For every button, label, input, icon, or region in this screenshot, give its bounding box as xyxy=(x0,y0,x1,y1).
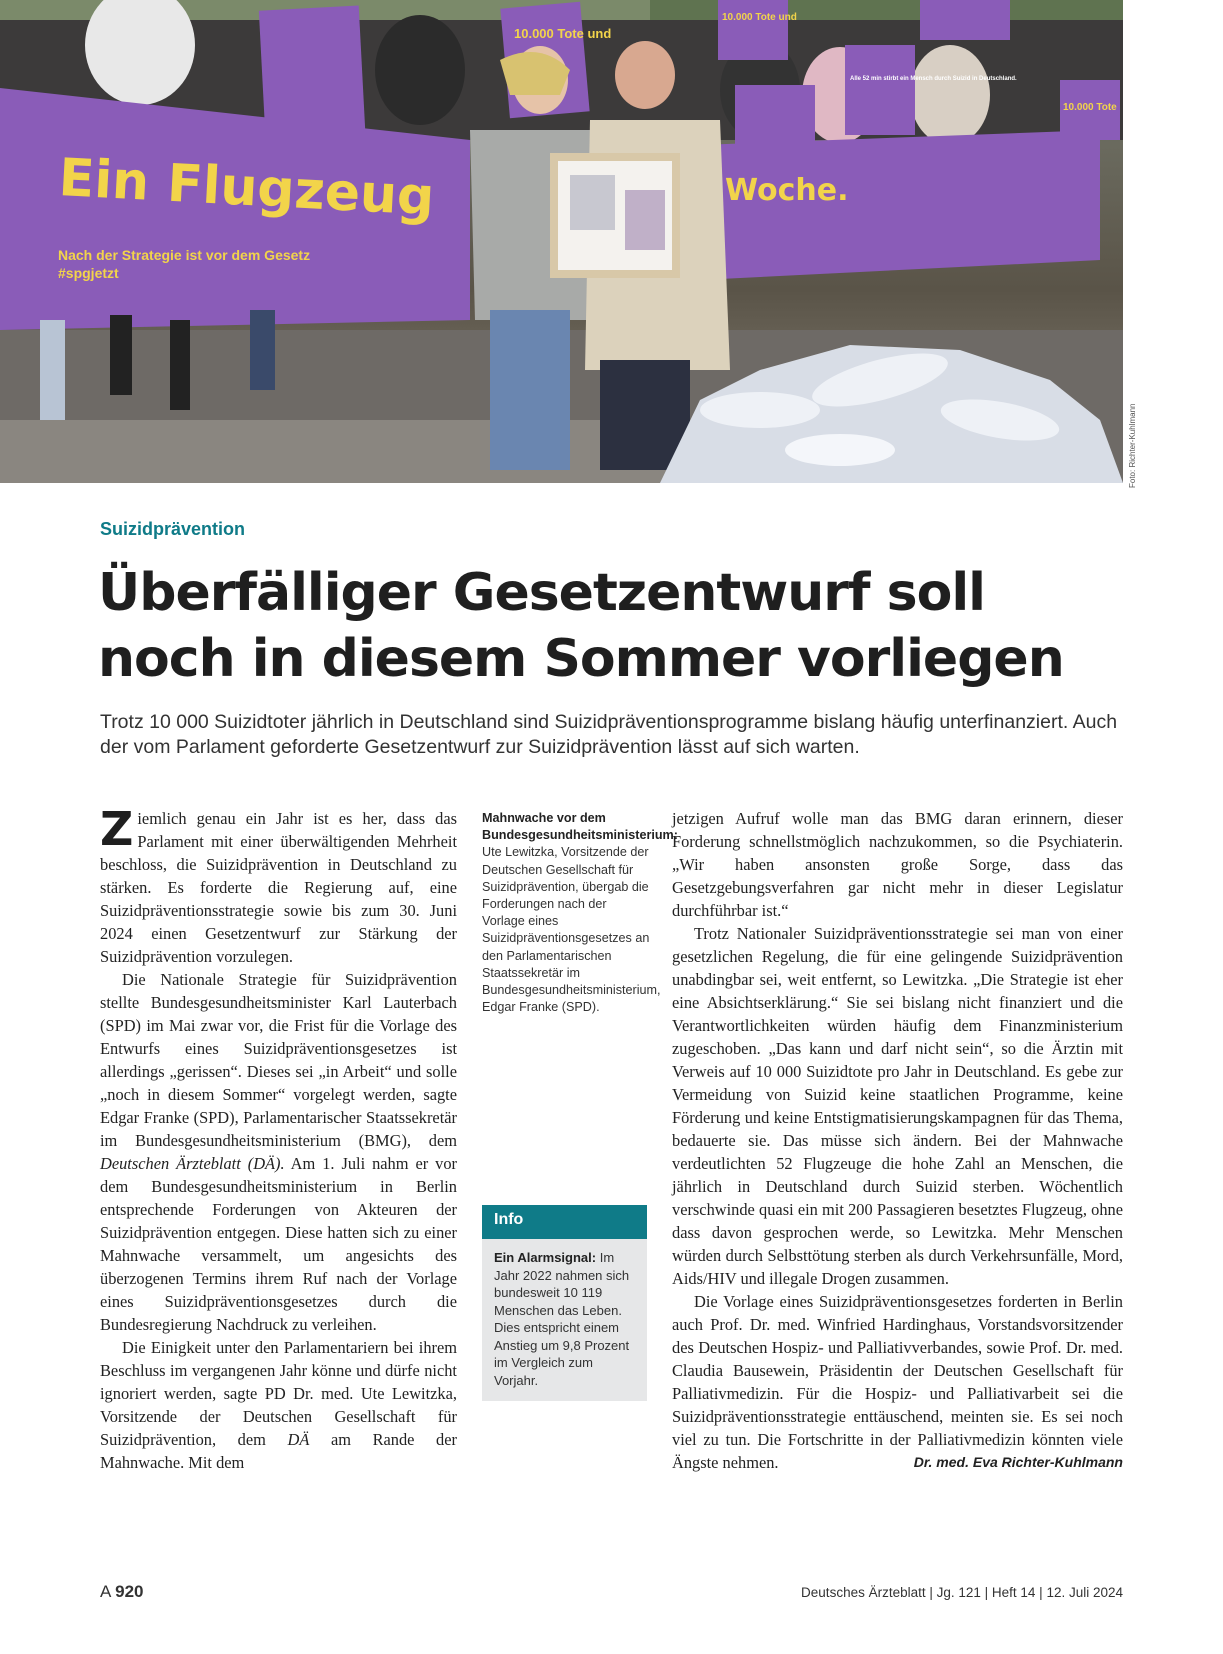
sign-a-text: 10.000 Tote und xyxy=(514,26,612,41)
info-text: Im Jahr 2022 nahmen sich bundesweit 10 119 Menschen das Leben. Dies entspricht einem Anstieg um 9,8 Prozent im Vergleich zum Vorjahr. xyxy=(494,1250,630,1388)
headline-line-1: Überfälliger Gesetzentwurf soll xyxy=(98,563,985,623)
article-photo xyxy=(0,0,1123,483)
folio-prefix: A xyxy=(100,1582,111,1601)
info-heading: Info xyxy=(482,1205,647,1239)
page-folio xyxy=(100,1582,144,1602)
photo-credit: Foto: Richter-Kuhlmann xyxy=(1128,403,1137,488)
body-column-left xyxy=(100,802,457,1474)
info-body xyxy=(482,1239,647,1401)
banner-main-text: Ein Flugzeug xyxy=(57,148,436,228)
paragraph-1-text: iemlich genau ein Jahr ist es her, dass das Parlament mit einer überwältigenden Mehrheit beschloss, die Suizidprävention in Deutschland zu stärken. Es forderte die Regierung auf, eine Suizidpräventionsstrategie sowie bis zum 30. Juni 2024 einen Gesetzentwurf zur Stärkung der Suizidprävention vorzulegen. xyxy=(100,809,457,966)
photo-caption xyxy=(482,810,678,1016)
paragraph-3-italic: DÄ xyxy=(287,1430,310,1449)
page-number: 920 xyxy=(115,1582,144,1601)
info-bold: Ein Alarmsignal: xyxy=(494,1250,597,1265)
sign-b-text: 10.000 Tote und xyxy=(722,12,797,23)
paragraph-2 xyxy=(100,968,457,1336)
banner-sub-text: Nach der Strategie ist vor dem Gesetz xyxy=(58,247,311,263)
paragraph-2-italic: Deutschen Ärzteblatt (DÄ). xyxy=(100,1154,285,1173)
journal-info: Deutsches Ärzteblatt | Jg. 121 | Heft 14 | 12. Juli 2024 xyxy=(801,1585,1123,1600)
body-column-right xyxy=(672,807,1123,1474)
paragraph-2-text-a: Die Nationale Strategie für Suizidprävention stellte Bundesgesundheitsminister Karl Lauterbach (SPD) im Mai zwar vor, die Frist für die Vorlage des Entwurfs eines Suizidpräventionsgesetzes ist allerdings „gerissen“. Dieses sei „in Arbeit“ und solle „noch in diesem Sommer“ vorgelegt werden, sagte Edgar Franke (SPD), Parlamentarischer Staatssekretär im Bundesgesundheitsministerium (BMG), dem xyxy=(100,970,457,1150)
article-category: Suizidprävention xyxy=(100,519,246,539)
protest-photo-illustration xyxy=(0,0,1123,483)
paragraph-1 xyxy=(100,802,457,968)
paragraph-3-text-a: Die Einigkeit unter den Parlamentariern bei ihrem Beschluss im vergangenen Jahr könne und dürfe nicht ignoriert werden, sagte PD Dr. med. Ute Lewitzka, Vorsitzende der Deutschen Gesellschaft für Suizidprävention, dem xyxy=(100,1338,457,1449)
caption-title: Mahnwache vor dem Bundesgesundheitsministerium: xyxy=(482,811,678,843)
sign-d-text: 10.000 Tote xyxy=(1063,102,1117,113)
sign-c-text: Alle 52 min stirbt ein Mensch durch Suizid in Deutschland. xyxy=(850,76,1017,82)
dropcap: Z xyxy=(100,802,134,856)
banner-right-text: Woche. xyxy=(725,173,849,208)
headline-line-2: noch in diesem Sommer vorliegen xyxy=(98,629,1064,689)
paragraph-2-text-b: Am 1. Juli nahm er vor dem Bundesgesundheitsministerium in Berlin entsprechende Forderungen von Akteuren der Suizidprävention entgegen. Diese hatten sich zu einer Mahnwache versammelt, um angesichts des überzogenen Termins ihrem Ruf nach der Vorlage eines Suizidpräventionsgesetzes durch die Bundesregierung Nachdruck zu verleihen. xyxy=(100,1154,457,1334)
article-lead: Trotz 10 000 Suizidtoter jährlich in Deutschland sind Suizidpräventionsprogramme bislang häufig unterfinanziert. Auch der vom Parlament geforderte Gesetzentwurf zur Suizidprävention lässt auf sich warten. xyxy=(100,711,1118,758)
paragraph-3 xyxy=(100,1336,457,1474)
paragraph-4: jetzigen Aufruf wolle man das BMG daran erinnern, dieser Forderung schnellstmöglich nachzukommen, so die Psychiaterin. „Wir haben ansonsten große Sorge, dass das Gesetzgebungsverfahren gar nicht mehr in dieser Legislatur durchführbar ist.“ xyxy=(672,809,1123,920)
paragraph-6-text: Die Vorlage eines Suizidpräventionsgesetzes forderten in Berlin auch Prof. Dr. med. Winfried Hardinghaus, Vorstandsvorsitzender des Deutschen Hospiz- und Palliativverbandes, sowie Prof. Dr. med. Claudia Bausewein, Präsidentin der Deutschen Gesellschaft für Palliativmedizin. Für die Hospiz- und Palliativarbeit sei die Suizidpräventionsstrategie enttäuschend, meinten sie. Es sei noch viel zu tun. Die Fortschritte in der Palliativmedizin könnten viele Ängste nehmen. xyxy=(672,1292,1123,1472)
info-box xyxy=(482,1205,647,1401)
article-headline xyxy=(98,560,1118,692)
paragraph-6 xyxy=(672,1290,1123,1474)
article-author: Dr. med. Eva Richter-Kuhlmann xyxy=(913,1454,1123,1470)
banner-tag-text: #spgjetzt xyxy=(58,265,119,281)
caption-text: Ute Lewitzka, Vorsitzende der Deutschen Gesellschaft für Suizidprävention, übergab die Forderungen nach der Vorlage eines Suizidpräventionsgesetzes an den Parlamentarischen Staatssekretär im Bundesgesundheitsministerium, Edgar Franke (SPD). xyxy=(482,845,661,1015)
paragraph-3-text-b: am Rande der Mahnwache. Mit dem xyxy=(100,1430,457,1472)
paragraph-5: Trotz Nationaler Suizidpräventionsstrategie sei man von einer gesetzlichen Regelung, die für eine gelingende Suizidprävention unabdingbar sei, weit entfernt, so Lewitzka. „Die Strategie ist eher eine Absichtserklärung.“ Sie sei bislang nicht finanziert und die Verantwortlichkeiten würden häufig dem Finanzministerium zugeschoben. „Das kann und darf nicht sein“, so die Ärztin mit Verweis auf 10 000 Suizidtote pro Jahr in Deutschland. Es gebe zur Vermeidung von Suizid keine staatlichen Programme, keine Förderung und keine Entstigmatisierungskampagnen für das Thema, bedauerte sie. Das müsse sich ändern. Bei der Mahnwache verdeutlichten 52 Flugzeuge die hohe Zahl an Menschen, die jährlich in Deutschland durch Suizid sterben. Wöchentlich verschwinde quasi ein mit 200 Passagieren besetztes Flugzeug, ohne dass davon gesprochen werde, so Lewitzka. Mehr Menschen würden durch Selbsttötung sterben als durch Verkehrsunfälle, Mord, Aids/HIV und illegale Drogen zusammen. xyxy=(672,924,1123,1288)
